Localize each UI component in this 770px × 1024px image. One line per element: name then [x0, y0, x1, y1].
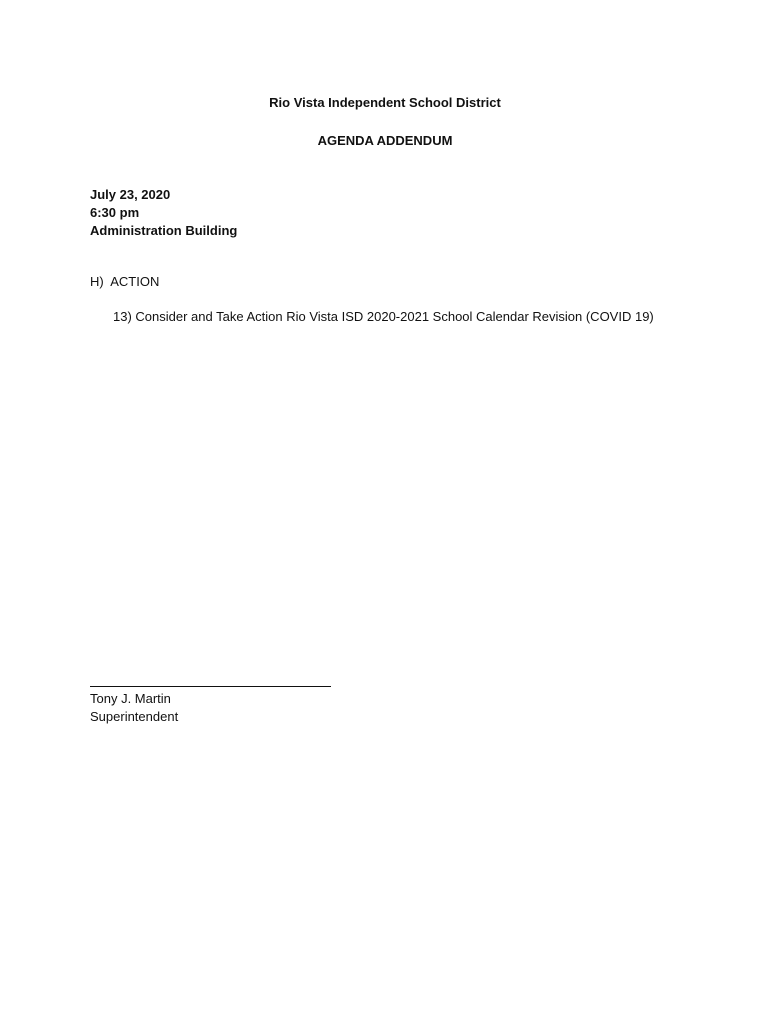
meeting-location: Administration Building [90, 223, 238, 238]
signer-title: Superintendent [90, 709, 179, 724]
signer-name: Tony J. Martin [90, 691, 171, 706]
section-heading: H) ACTION [90, 274, 160, 289]
agenda-item: 13) Consider and Take Action Rio Vista ISD 2020-2021 School Calendar Revision (COVID 19) [113, 309, 654, 324]
meeting-time: 6:30 pm [90, 205, 140, 220]
meeting-date: July 23, 2020 [90, 187, 171, 202]
agenda-title: AGENDA ADDENDUM [317, 133, 453, 148]
district-name: Rio Vista Independent School District [269, 95, 501, 110]
signature-line [90, 686, 331, 687]
